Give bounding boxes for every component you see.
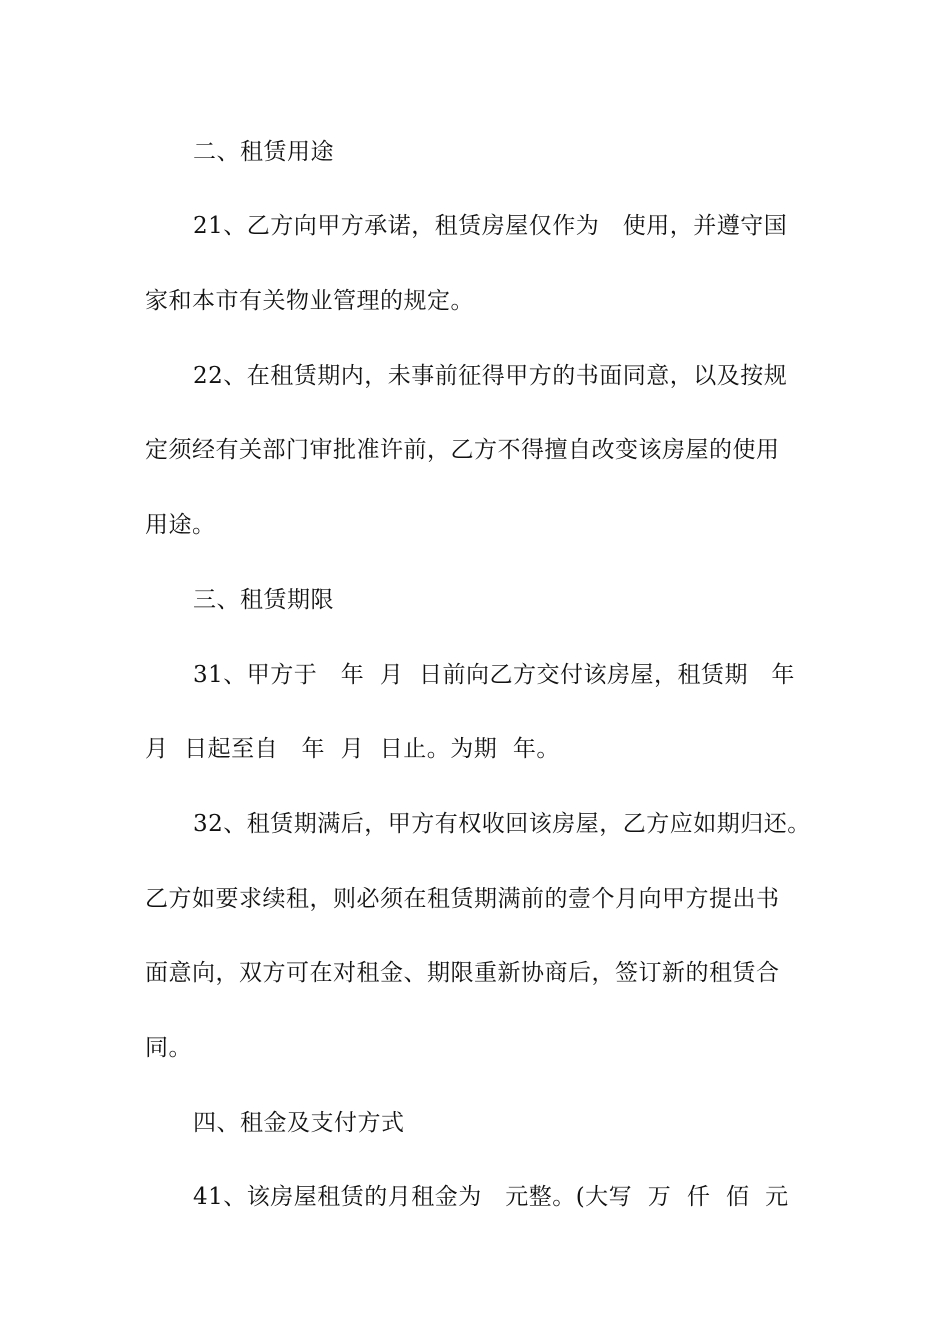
clause-3-2-line-2: 乙方如要求续租，则必须在租赁期满前的壹个月向甲方提出书 <box>145 886 780 912</box>
clause-2-1-line-1: 21、乙方向甲方承诺，租赁房屋仅作为 使用，并遵守国 <box>193 213 788 239</box>
section-heading-lease-term: 三、租赁期限 <box>193 587 334 613</box>
clause-3-1-line-2: 月 日起至自 年 月 日止。为期 年。 <box>145 736 560 762</box>
clause-4-1-line-1: 41、该房屋租赁的月租金为 元整。(大写 万 仟 佰 元 <box>193 1184 789 1210</box>
clause-2-2-line-2: 定须经有关部门审批准许前，乙方不得擅自改变该房屋的使用 <box>145 437 780 463</box>
clause-2-2-line-1: 22、在租赁期内，未事前征得甲方的书面同意，以及按规 <box>193 363 788 389</box>
clause-2-2-line-3: 用途。 <box>145 512 216 538</box>
clause-2-1-line-2: 家和本市有关物业管理的规定。 <box>145 288 474 314</box>
clause-3-1-line-1: 31、甲方于 年 月 日前向乙方交付该房屋，租赁期 年 <box>193 662 795 688</box>
section-heading-rent-payment: 四、租金及支付方式 <box>193 1110 405 1136</box>
section-heading-lease-purpose: 二、租赁用途 <box>193 139 334 165</box>
clause-3-2-line-1: 32、租赁期满后，甲方有权收回该房屋，乙方应如期归还。 <box>193 811 811 837</box>
clause-3-2-line-3: 面意向，双方可在对租金、期限重新协商后，签订新的租赁合 <box>145 960 780 986</box>
clause-3-2-line-4: 同。 <box>145 1035 192 1061</box>
